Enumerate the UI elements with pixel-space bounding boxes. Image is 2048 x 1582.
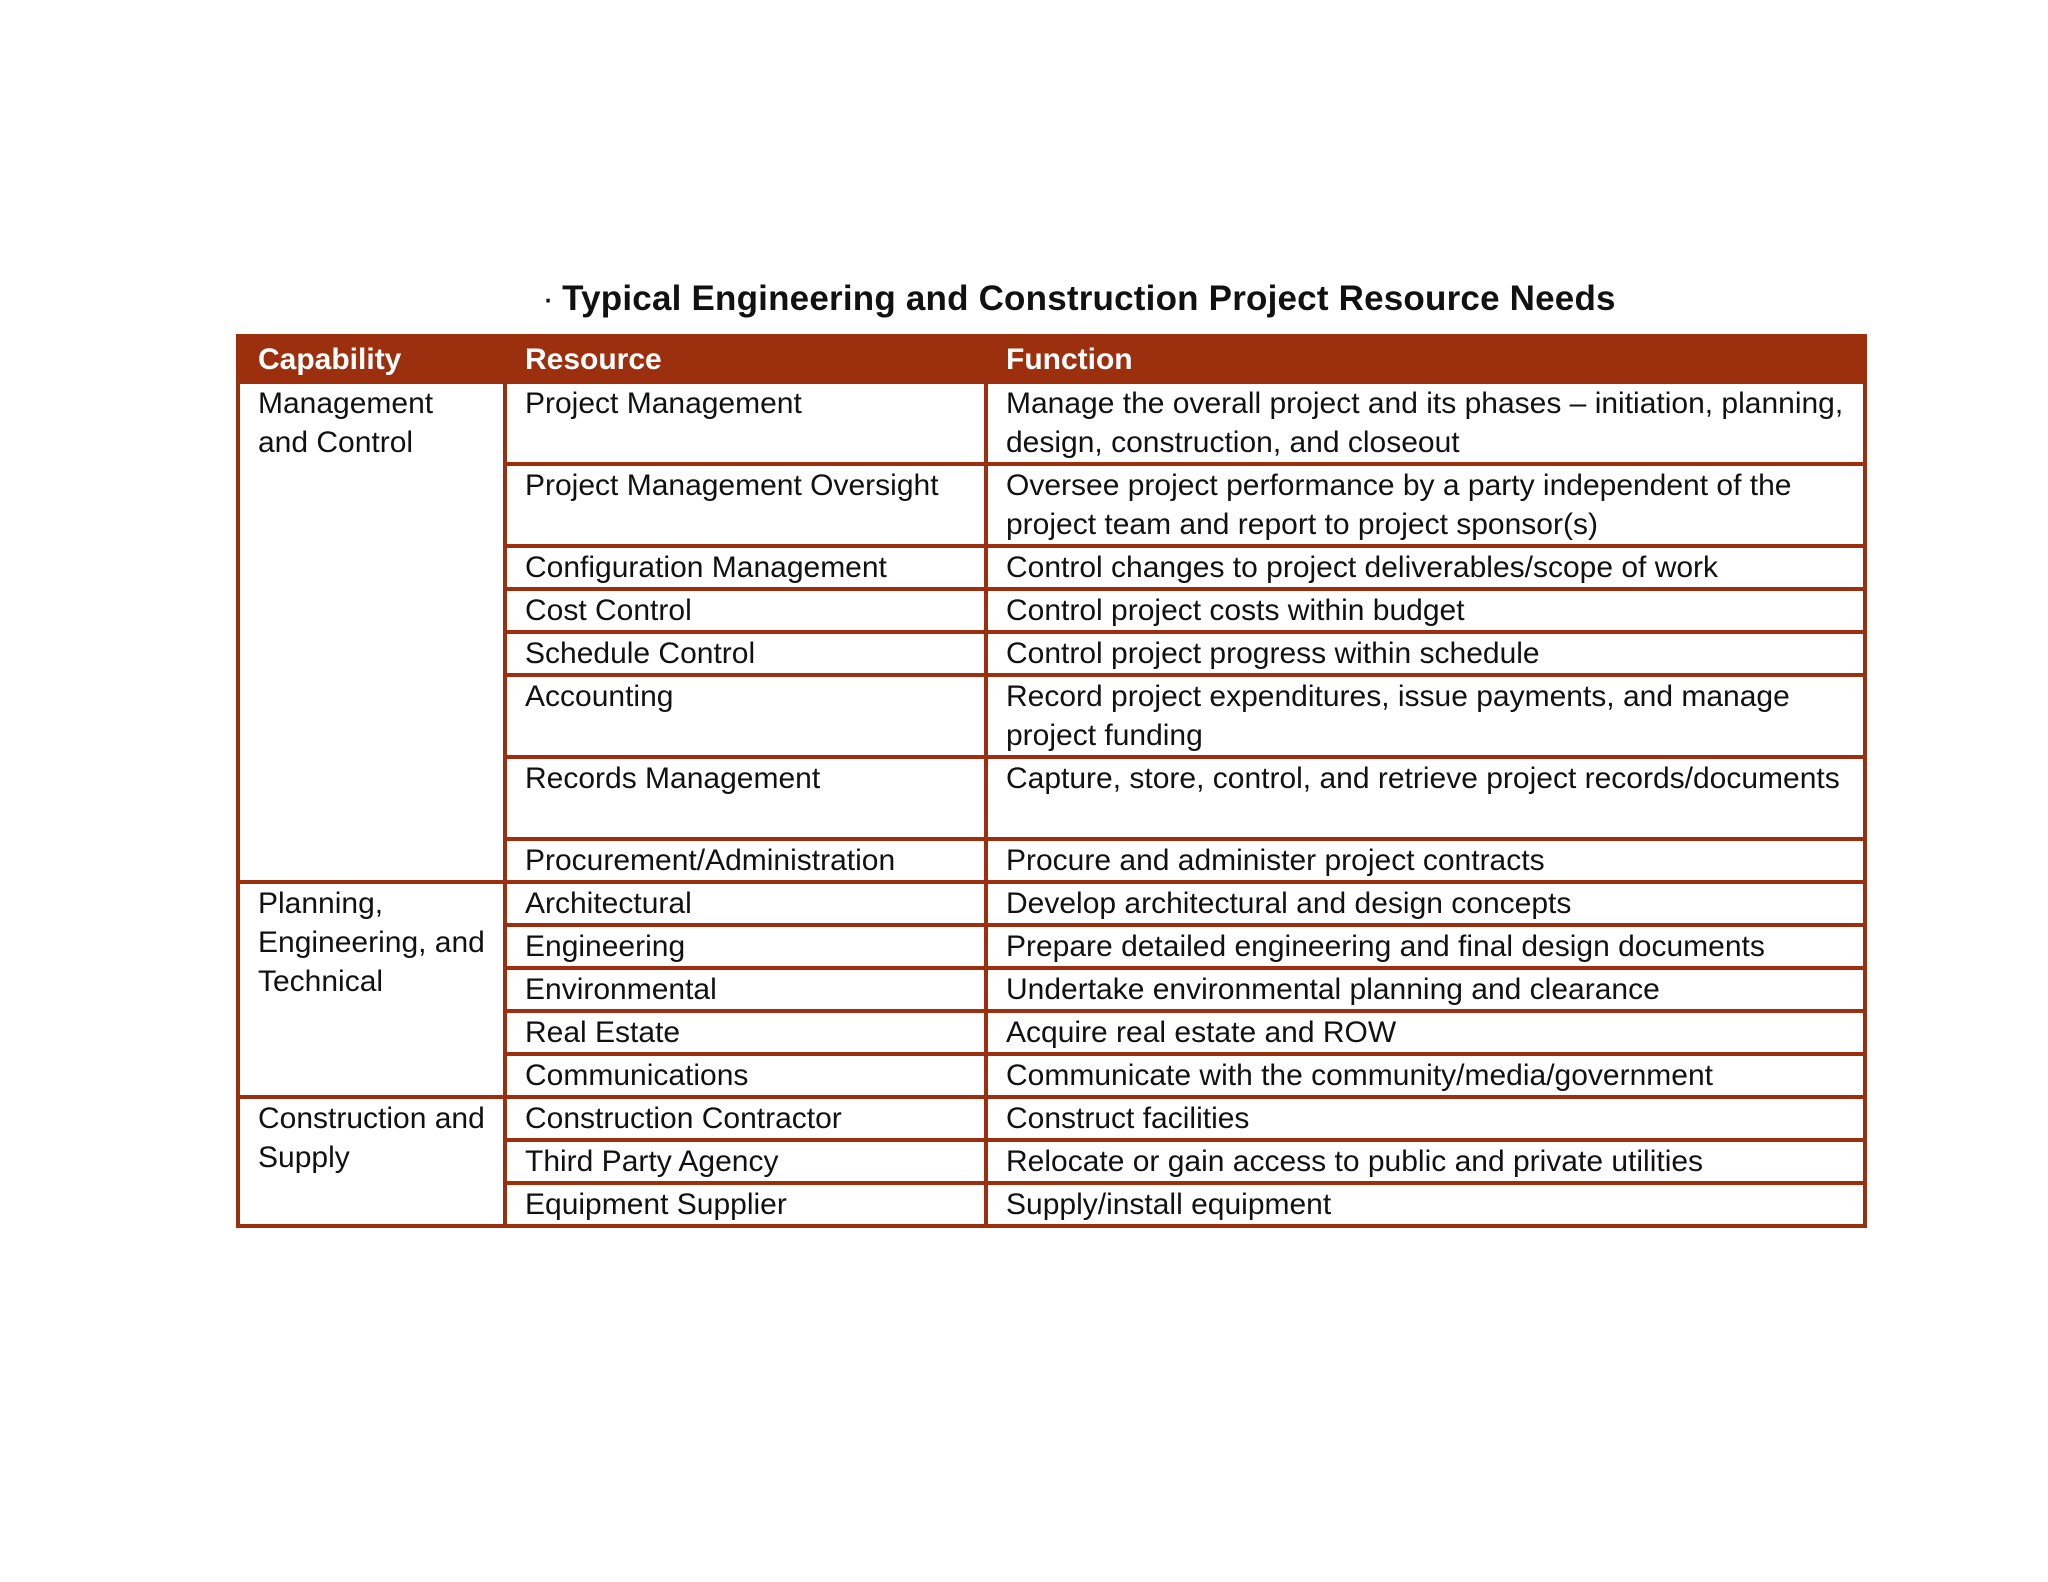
- table-row: [238, 1097, 1865, 1140]
- caption-bullet: ·: [542, 279, 555, 318]
- resource-cell: Project Management Oversight: [505, 464, 986, 546]
- resource-cell: Configuration Management: [505, 546, 986, 589]
- capability-cell: Management and Control: [238, 382, 505, 882]
- resource-cell: Cost Control: [505, 589, 986, 632]
- resource-cell: Project Management: [505, 382, 986, 464]
- resource-cell: Engineering: [505, 925, 986, 968]
- function-cell: Control project progress within schedule: [986, 632, 1865, 675]
- function-cell: Supply/install equipment: [986, 1183, 1865, 1226]
- resource-cell: Third Party Agency: [505, 1140, 986, 1183]
- header-capability: Capability: [238, 336, 505, 382]
- resource-cell: Construction Contractor: [505, 1097, 986, 1140]
- table-row: [238, 382, 1865, 464]
- table-caption: [0, 275, 2048, 323]
- caption-title: Typical Engineering and Construction Project Resource Needs: [562, 279, 1616, 318]
- function-cell: Develop architectural and design concepts: [986, 882, 1865, 925]
- function-cell: Prepare detailed engineering and final design documents: [986, 925, 1865, 968]
- capability-cell: Planning, Engineering, and Technical: [238, 882, 505, 1097]
- function-cell: Relocate or gain access to public and private utilities: [986, 1140, 1865, 1183]
- function-cell: Communicate with the community/media/government: [986, 1054, 1865, 1097]
- resource-cell: Equipment Supplier: [505, 1183, 986, 1226]
- resource-cell: Accounting: [505, 675, 986, 757]
- function-cell: Record project expenditures, issue payments, and manage project funding: [986, 675, 1865, 757]
- resource-cell: Schedule Control: [505, 632, 986, 675]
- resource-cell: Architectural: [505, 882, 986, 925]
- resource-cell: Records Management: [505, 757, 986, 839]
- table-row: [238, 882, 1865, 925]
- function-cell: Oversee project performance by a party independent of the project team and report to project sponsor(s): [986, 464, 1865, 546]
- function-cell: Control changes to project deliverables/scope of work: [986, 546, 1865, 589]
- resource-cell: Communications: [505, 1054, 986, 1097]
- resource-needs-table: [236, 334, 1867, 1228]
- function-cell: Capture, store, control, and retrieve project records/documents: [986, 757, 1865, 839]
- capability-cell: Construction and Supply: [238, 1097, 505, 1226]
- header-resource: Resource: [505, 336, 986, 382]
- function-cell: Construct facilities: [986, 1097, 1865, 1140]
- resource-cell: Real Estate: [505, 1011, 986, 1054]
- table-header-row: [238, 336, 1865, 382]
- resource-cell: Environmental: [505, 968, 986, 1011]
- function-cell: Undertake environmental planning and clearance: [986, 968, 1865, 1011]
- function-cell: Manage the overall project and its phases – initiation, planning, design, construction, and closeout: [986, 382, 1865, 464]
- function-cell: Procure and administer project contracts: [986, 839, 1865, 882]
- header-function: Function: [986, 336, 1865, 382]
- resource-cell: Procurement/Administration: [505, 839, 986, 882]
- function-cell: Control project costs within budget: [986, 589, 1865, 632]
- function-cell: Acquire real estate and ROW: [986, 1011, 1865, 1054]
